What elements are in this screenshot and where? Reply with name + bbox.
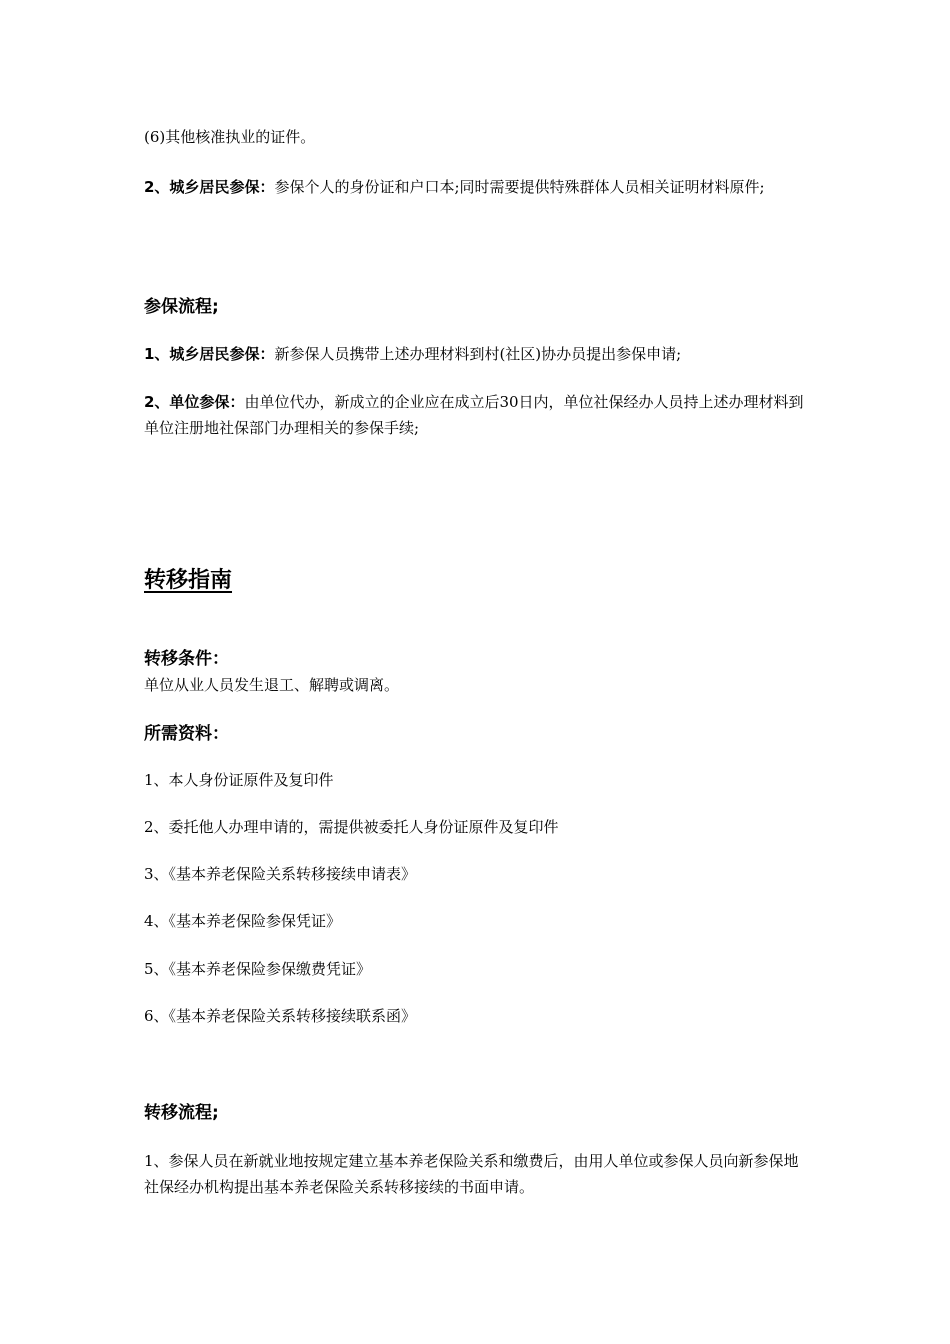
transfer-conditions-text: 单位从业人员发生退工、解聘或调离。 [144, 676, 400, 694]
list-item: 4、《基本养老保险参保凭证》 [144, 912, 342, 930]
list-item: 3、《基本养老保险关系转移接续申请表》 [144, 865, 417, 883]
materials-heading: 所需资料： [144, 724, 229, 744]
list-item: 6、《基本养老保险关系转移接续联系函》 [144, 1007, 417, 1025]
list-item: 1、本人身份证原件及复印件 [144, 771, 334, 789]
enroll-flow-item-1-text: 新参保人员携带上述办理材料到村(社区)协办员提出参保申请; [274, 345, 682, 363]
enroll-flow-heading: 参保流程; [144, 297, 219, 317]
list-item: 2、委托他人办理申请的，需提供被委托人身份证原件及复印件 [144, 818, 559, 836]
enroll-flow-item-1-label: 1、城乡居民参保： [144, 345, 275, 363]
enroll-flow-item-1 [144, 341, 804, 367]
paragraph-other-certificates: (6)其他核准执业的证件。 [144, 128, 316, 146]
enroll-flow-item-2 [144, 389, 804, 441]
enroll-flow-item-2-text: 由单位代办，新成立的企业应在成立后30日内，单位社保经办人员持上述办理材料到单位注册地社保部门办理相关的参保手续; [144, 393, 804, 437]
urban-rural-label: 2、城乡居民参保： [144, 178, 275, 196]
enroll-flow-item-2-label: 2、单位参保： [144, 393, 245, 411]
transfer-conditions-heading: 转移条件： [144, 649, 229, 669]
list-item: 5、《基本养老保险参保缴费凭证》 [144, 960, 372, 978]
transfer-guide-title: 转移指南 [144, 568, 233, 593]
urban-rural-text: 参保个人的身份证和户口本;同时需要提供特殊群体人员相关证明材料原件; [274, 178, 765, 196]
transfer-flow-item-1: 1、参保人员在新就业地按规定建立基本养老保险关系和缴费后，由用人单位或参保人员向新参保地社保经办机构提出基本养老保险关系转移接续的书面申请。 [144, 1152, 799, 1196]
paragraph-urban-rural-materials [144, 174, 804, 200]
transfer-flow-heading: 转移流程; [144, 1103, 219, 1123]
